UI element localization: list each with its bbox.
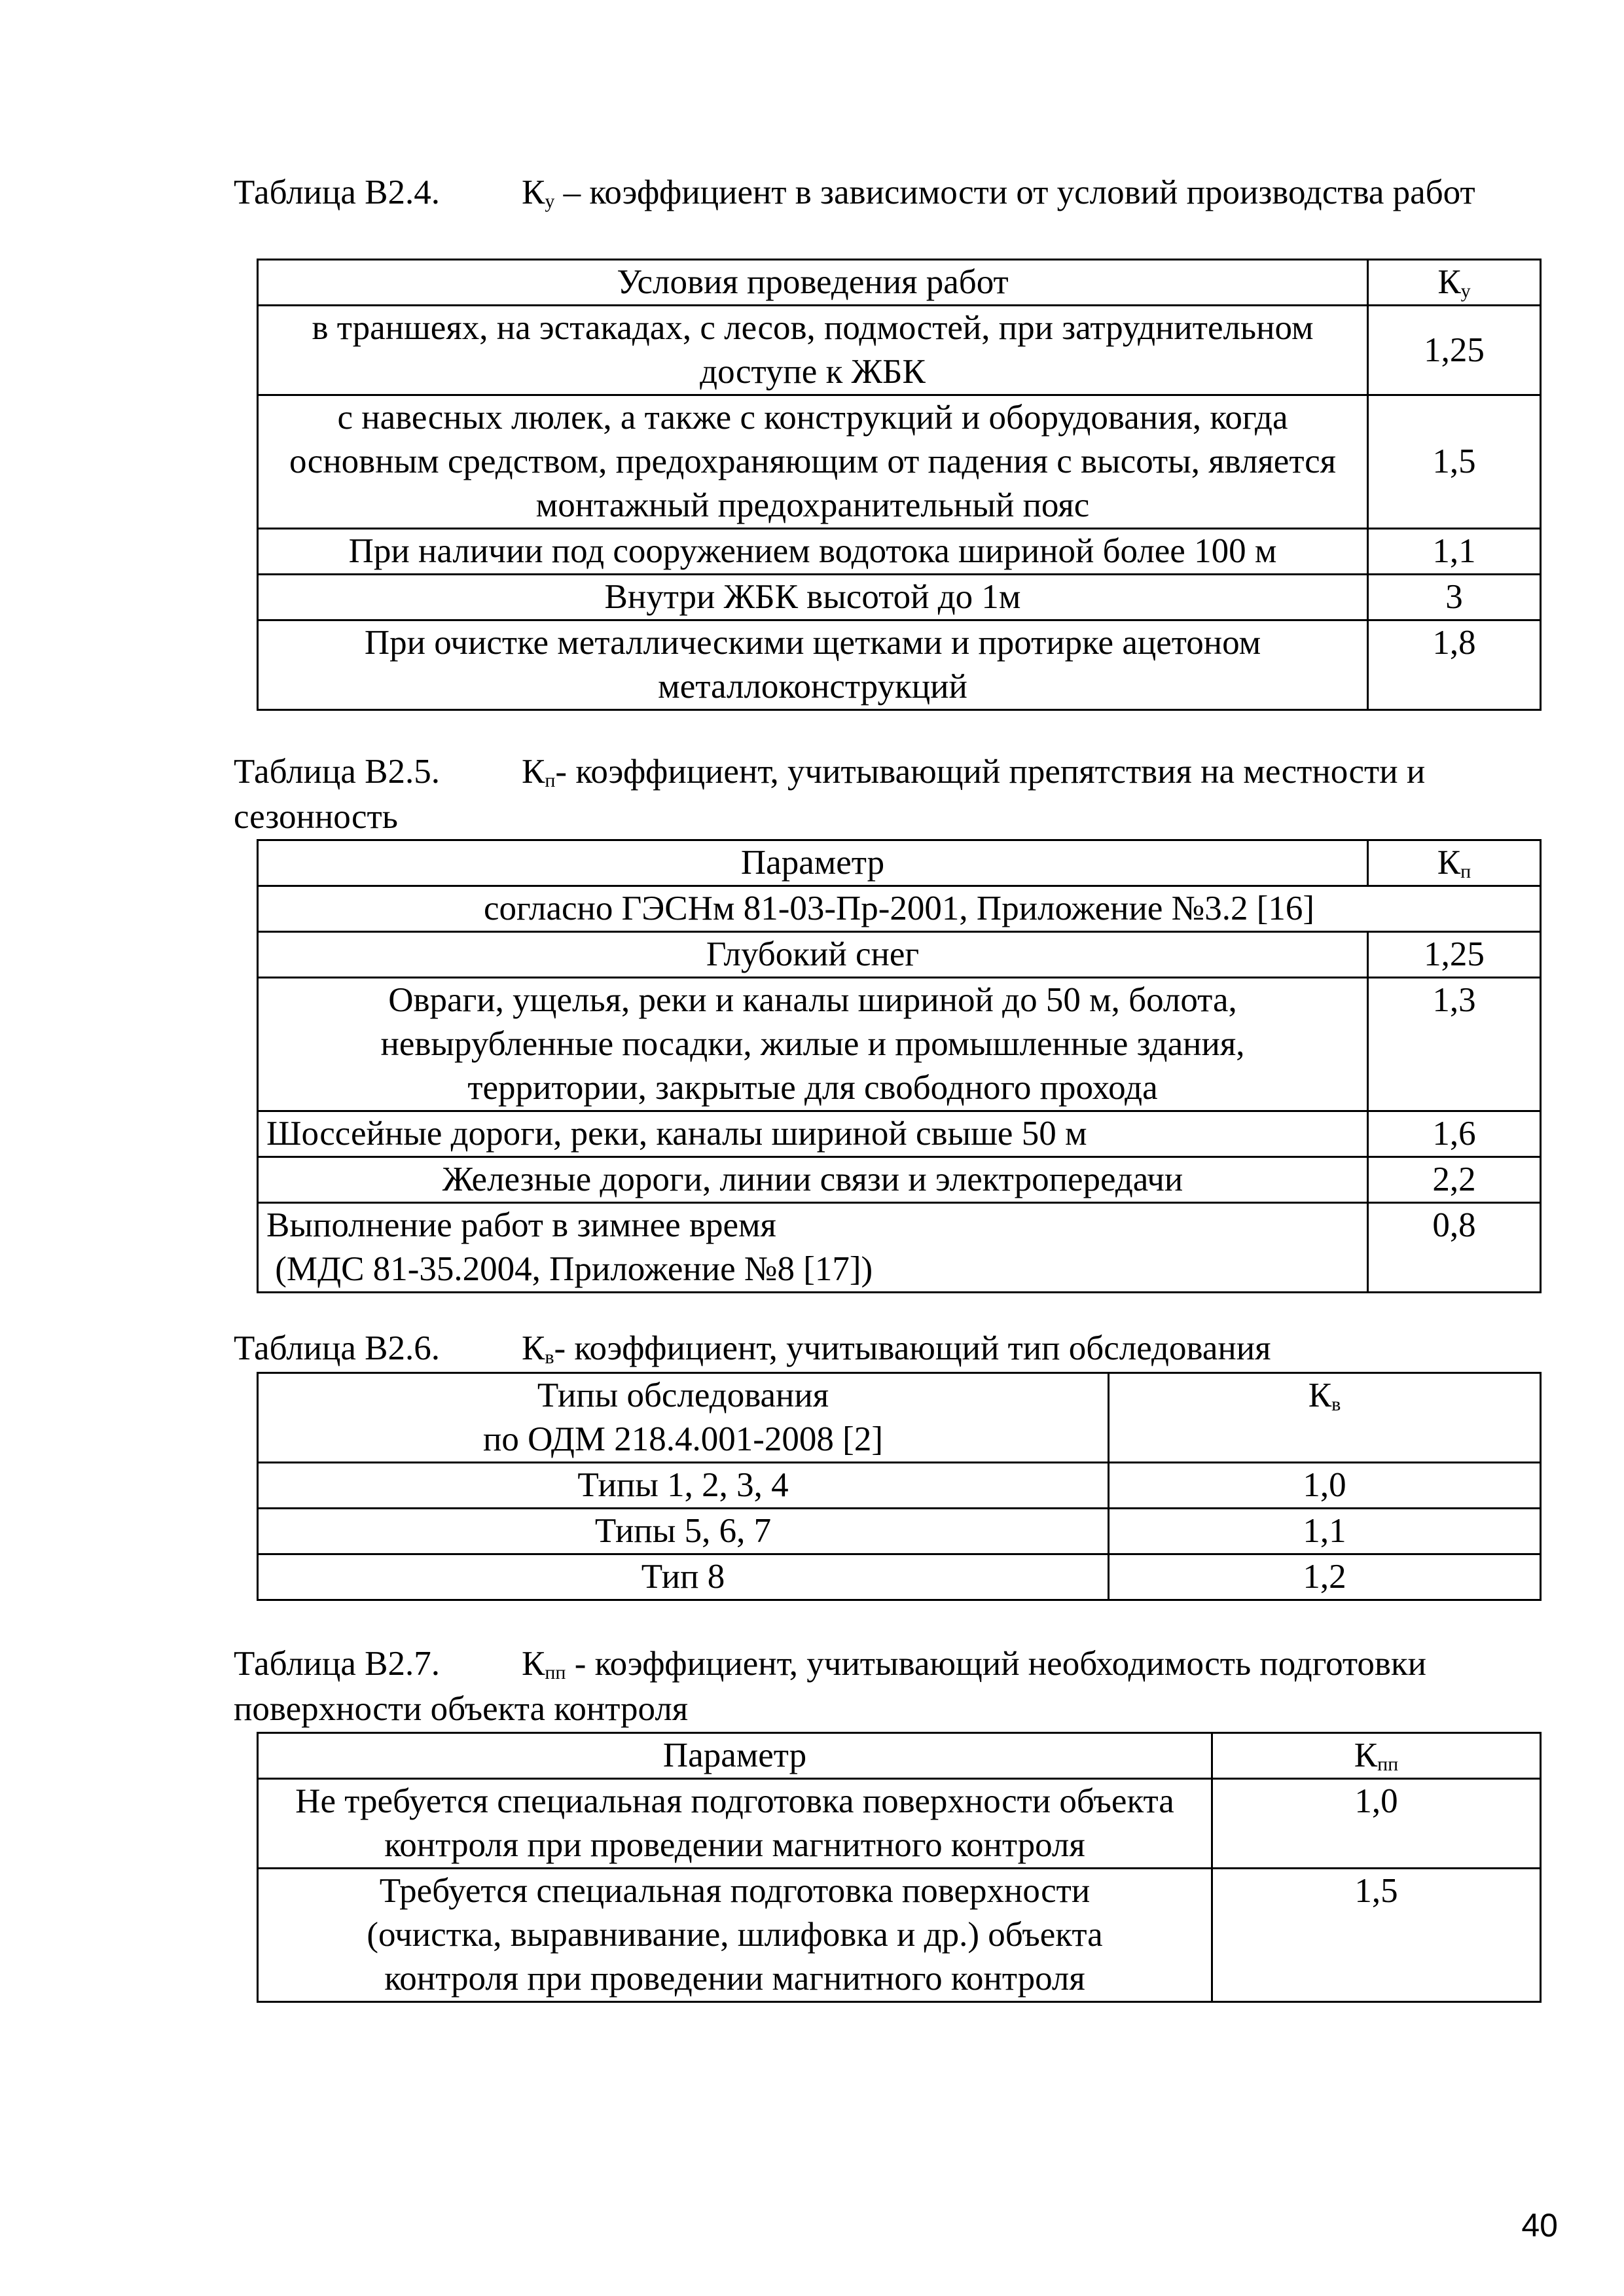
header-param: Параметр (258, 1733, 1212, 1779)
header-param: Параметр (258, 840, 1368, 886)
page-number: 40 (1521, 2207, 1558, 2244)
row-param: Внутри ЖБК высотой до 1м (258, 575, 1368, 620)
table-header-row (258, 840, 1541, 886)
table-source-row (258, 886, 1541, 932)
table-number: Таблица В2.7. (234, 1645, 441, 1683)
table-title: - коэффициент, учитывающий необходимость подготовки поверхности объекта контроля (234, 1645, 1427, 1728)
row-param: Железные дороги, линии связи и электропередачи (258, 1157, 1368, 1203)
table-number: Таблица В2.6. (234, 1329, 441, 1367)
row-param: Овраги, ущелья, реки и каналы шириной до 50 м, болота, невырубленные посадки, жилые и промышленные здания, территории, закрытые для свободного прохода (258, 978, 1368, 1111)
table-row (258, 306, 1541, 395)
table-b2-5 (257, 839, 1542, 1293)
row-value: 0,8 (1368, 1203, 1541, 1293)
row-param: Не требуется специальная подготовка поверхности объекта контроля при проведении магнитного контроля (258, 1779, 1212, 1869)
table-row (258, 1463, 1541, 1509)
table-row (258, 1509, 1541, 1554)
table-header-row (258, 260, 1541, 306)
table-row (258, 1203, 1541, 1293)
row-value: 1,5 (1368, 395, 1541, 529)
row-param: Требуется специальная подготовка поверхности (очистка, выравнивание, шлифовка и др.) объекта контроля при проведении магнитного контроля (258, 1869, 1212, 2002)
row-value: 1,0 (1212, 1779, 1541, 1869)
table-row (258, 1779, 1541, 1869)
row-param: Шоссейные дороги, реки, каналы шириной свыше 50 м (258, 1111, 1368, 1157)
row-value: 3 (1368, 575, 1541, 620)
header-symbol: $К_п$ (1368, 840, 1541, 886)
header-symbol: $К_в$ (1109, 1373, 1541, 1463)
table-b2-6 (257, 1372, 1542, 1601)
table-row (258, 1111, 1541, 1157)
row-param: Глубокий снег (258, 932, 1368, 978)
table-b2-7-caption (234, 1641, 1569, 1732)
source-reference: согласно ГЭСНм 81-03-Пр-2001, Приложение №3.2 [16] (258, 886, 1541, 932)
coefficient-symbol: $К_{пп}$ (522, 1645, 566, 1683)
table-b2-6-caption (234, 1326, 1569, 1371)
row-param: Типы 1, 2, 3, 4 (258, 1463, 1109, 1509)
row-value: 1,2 (1109, 1554, 1541, 1600)
row-param: При очистке металлическими щетками и протирке ацетоном металлоконструкций (258, 620, 1368, 710)
table-row (258, 395, 1541, 529)
row-param: Выполнение работ в зимнее время (МДС 81-35.2004, Приложение №8 [17]) (258, 1203, 1368, 1293)
table-b2-4-caption (234, 170, 1569, 215)
row-value: 1,25 (1368, 932, 1541, 978)
table-b2-4 (257, 259, 1542, 711)
row-value: 1,1 (1109, 1509, 1541, 1554)
table-row (258, 1554, 1541, 1600)
table-b2-7 (257, 1732, 1542, 2003)
coefficient-symbol: $К_п$ (522, 753, 556, 791)
table-b2-5-caption (234, 749, 1569, 840)
row-param: При наличии под сооружением водотока шириной более 100 м (258, 529, 1368, 575)
row-value: 1,3 (1368, 978, 1541, 1111)
coefficient-symbol: $К_у$ (522, 173, 555, 212)
row-value: 2,2 (1368, 1157, 1541, 1203)
table-number: Таблица В2.4. (234, 173, 441, 211)
header-param: Условия проведения работ (258, 260, 1368, 306)
table-row (258, 1157, 1541, 1203)
table-row (258, 978, 1541, 1111)
row-value: 1,6 (1368, 1111, 1541, 1157)
row-param: Типы 5, 6, 7 (258, 1509, 1109, 1554)
row-param: с навесных люлек, а также с конструкций и оборудования, когда основным средством, предохраняющим от падения с высоты, является монтажный предохранительный пояс (258, 395, 1368, 529)
header-symbol: $К_{пп}$ (1212, 1733, 1541, 1779)
table-row (258, 1869, 1541, 2002)
table-header-row (258, 1733, 1541, 1779)
table-number: Таблица В2.5. (234, 753, 441, 791)
header-symbol: $К_у$ (1368, 260, 1541, 306)
table-row (258, 529, 1541, 575)
row-value: 1,0 (1109, 1463, 1541, 1509)
header-param: Типы обследования по ОДМ 218.4.001-2008 [2] (258, 1373, 1109, 1463)
table-title: - коэффициент, учитывающий тип обследования (554, 1329, 1271, 1367)
table-title: - коэффициент, учитывающий препятствия на местности и сезонность (234, 753, 1426, 836)
row-param: в траншеях, на эстакадах, с лесов, подмостей, при затруднительном доступе к ЖБК (258, 306, 1368, 395)
row-value: 1,25 (1368, 306, 1541, 395)
coefficient-symbol: $К_в$ (522, 1329, 554, 1368)
row-value: 1,8 (1368, 620, 1541, 710)
table-row (258, 932, 1541, 978)
table-row (258, 575, 1541, 620)
row-param: Тип 8 (258, 1554, 1109, 1600)
table-row (258, 620, 1541, 710)
row-value: 1,5 (1212, 1869, 1541, 2002)
table-header-row (258, 1373, 1541, 1463)
row-value: 1,1 (1368, 529, 1541, 575)
table-title: – коэффициент в зависимости от условий производства работ (554, 173, 1475, 211)
